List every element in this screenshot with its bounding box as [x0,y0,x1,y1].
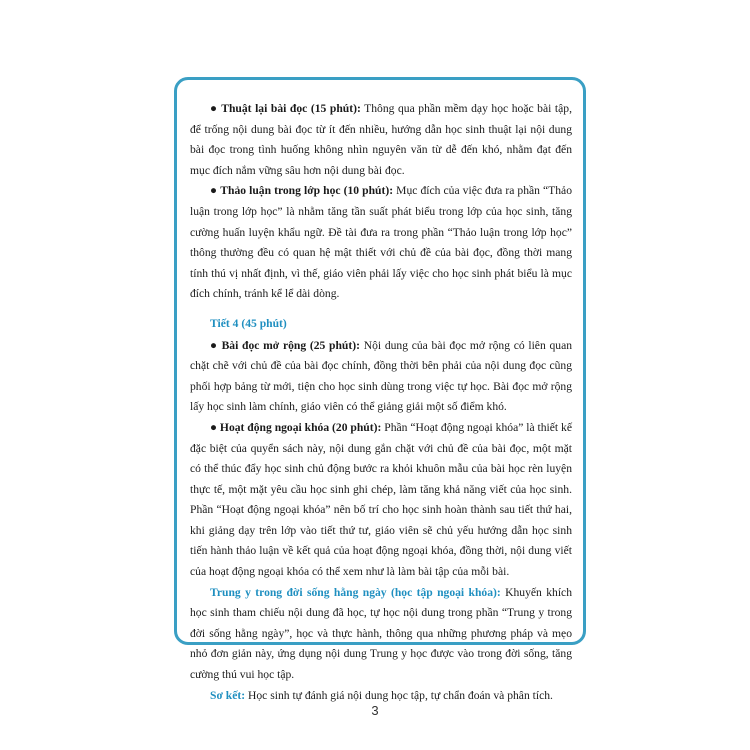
daily-life-text: Khuyến khích học sinh tham chiếu nội dung đã học, tự học nội dung trong phần “Trung y trong đời sống hằng ngày”, học và thực hành, thông qua những phương pháp và mẹo nhỏ đơn giản này, ứng dụng nội dung Trung y học được vào trong đời sống, tăng cường thú vui học tập. [190,585,572,682]
summary-title: Sơ kết: [210,688,246,702]
discussion-title: Thảo luận trong lớp học (10 phút) [220,184,390,198]
discussion-text: Mục đích của việc đưa ra phần “Thảo luận trong lớp học” là nhằm tăng tần suất phát biểu trong lớp của học sinh, tăng cường huấn luyện khẩu ngữ. Đề tài đưa ra trong phần “Thảo luận trong lớp học” thông thường đều có quan hệ mật thiết với chủ đề của bài đọc, đồng thời mang tính thú vị nhất định, vì thế, giáo viên phải lấy việc cho học sinh phát biểu là mục đích chính, tránh kể lể dài dòng. [190,184,573,301]
daily-life-title: Trung y trong đời sống hằng ngày (học tập ngoại khóa): [210,585,501,599]
page-body [190,99,572,706]
retell-text: Thông qua phần mềm dạy học hoặc bài tập, để trống nội dung bài đọc từ ít đến nhiều, hướng dẫn học sinh thuật lại nội dung bài đọc trong tình huống không nhìn nguyên văn từ dễ đến khó, nhằm đạt đến mục đích nắm vững sâu hơn nội dung bài đọc. [190,102,572,177]
paragraph-extracurricular: ● Hoạt động ngoại khóa (20 phút): Phần “Hoạt động ngoại khóa” là thiết kế đặc biệt của quyển sách này, nội dung gắn chặt với chủ đề của bài đọc, một mặt có thể thúc đẩy học sinh chủ động bước ra khỏi khuôn mẫu của bài học rèn luyện thực tế, một mặt yêu cầu học sinh ghi chép, làm tăng khả năng viết của học sinh. Phần “Hoạt động ngoại khóa” nên bố trí cho học sinh hoàn thành sau tiết thứ hai, khi giảng dạy trên lớp vào tiết thứ tư, giáo viên sẽ chủ yếu hướng dẫn học sinh tiến hành thảo luận về kết quả của hoạt động ngoại khóa, đồng thời, nội dung viết của hoạt động ngoại khóa có thể xem như là làm bài tập của mỗi bài. [190,420,572,579]
summary-text: Học sinh tự đánh giá nội dung học tập, tự chẩn đoán và phân tích. [248,688,553,702]
paragraph-retell: ● Thuật lại bài đọc (15 phút): Thông qua phần mềm dạy học hoặc bài tập, để trống nội dung bài đọc từ ít đến nhiều, hướng dẫn học sinh thuật lại nội dung bài đọc trong tình huống không nhìn nguyên văn từ dễ đến khó, nhằm đạt đến mục đích nắm vững sâu hơn nội dung bài đọc. [190,102,572,177]
lesson4-heading [190,314,572,335]
paragraph-extended-reading: ● Bài đọc mở rộng (25 phút): Nội dung của bài đọc mở rộng có liên quan chặt chẽ với chủ đề của bài đọc chính, đồng thời bên phải của nội dung đọc cũng phối hợp bảng từ mới, tiện cho học sinh dùng trong việc tự học. Bài đọc mở rộng lấy học sinh làm chính, giáo viên có thể giảng giải một số điểm khó. [190,338,573,414]
extracurricular-text: Phần “Hoạt động ngoại khóa” là thiết kế đặc biệt của quyển sách này, nội dung gắn chặt với chủ đề của bài đọc, một mặt có thể thúc đẩy học sinh chủ động bước ra khỏi khuôn mẫu của bài học rèn luyện thực tế, một mặt yêu cầu học sinh ghi chép, làm tăng khả năng viết của học sinh. Phần “Hoạt động ngoại khóa” nên bố trí cho học sinh hoàn thành sau tiết thứ hai, khi giảng dạy trên lớp vào tiết thứ tư, giáo viên sẽ chủ yếu hướng dẫn học sinh tiến hành thảo luận về kết quả của hoạt động ngoại khóa, đồng thời, nội dung viết của hoạt động ngoại khóa có thể xem như là làm bài tập của mỗi bài. [190,420,572,579]
bullet: ● [210,420,218,434]
paragraph-daily-life [190,583,572,686]
bullet: ● [210,184,218,198]
extended-reading-title: Bài đọc mở rộng (25 phút) [221,338,357,352]
extracurricular-title: Hoạt động ngoại khóa (20 phút) [219,420,378,434]
bullet: ● [210,338,218,352]
bullet: ● [210,102,218,115]
lesson4-heading-text: Tiết 4 (45 phút) [210,316,287,330]
extended-reading-text: Nội dung của bài đọc mở rộng có liên quan chặt chẽ với chủ đề của bài đọc chính, đồng thời bên phải của nội dung đọc cũng phối hợp bảng từ mới, tiện cho học sinh dùng trong việc tự học. Bài đọc mở rộng lấy học sinh làm chính, giáo viên có thể giảng giải một số điểm khó. [190,338,573,414]
page-number: 3 [371,703,379,718]
paragraph-discussion: ● Thảo luận trong lớp học (10 phút): Mục đích của việc đưa ra phần “Thảo luận trong lớp học” là nhằm tăng tần suất phát biểu trong lớp của học sinh, tăng cường huấn luyện khẩu ngữ. Đề tài đưa ra trong phần “Thảo luận trong lớp học” thông thường đều có quan hệ mật thiết với chủ đề của bài đọc, đồng thời mang tính thú vị nhất định, vì thế, giáo viên phải lấy việc cho học sinh phát biểu là mục đích chính, tránh kể lể dài dòng. [190,184,573,301]
retell-title: Thuật lại bài đọc (15 phút) [221,102,357,115]
